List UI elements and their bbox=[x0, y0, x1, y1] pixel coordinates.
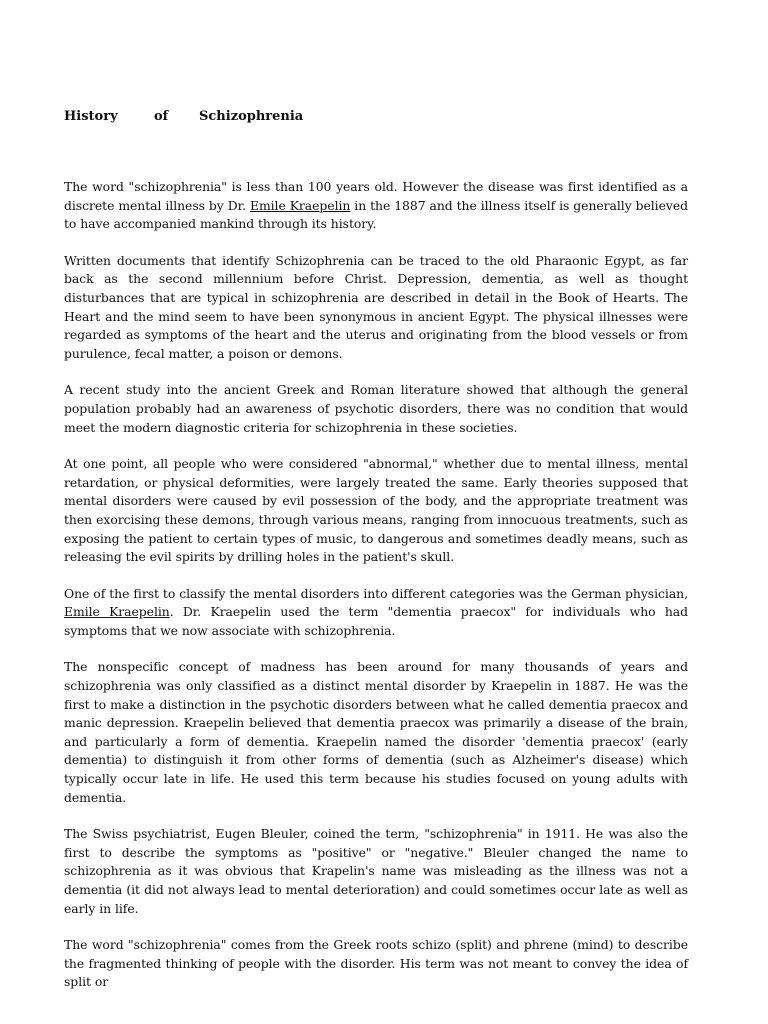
paragraph-8: The word "schizophrenia" comes from the Greek roots schizo (split) and phrene (mind) to describe the fragmented thinking of people with the disorder. His term was not meant to convey the idea of split or bbox=[64, 937, 688, 990]
title-word-of: of bbox=[154, 109, 169, 124]
title-word-history: History bbox=[64, 109, 118, 124]
page-title bbox=[64, 108, 688, 126]
title-word-schizophrenia: Schizophrenia bbox=[199, 109, 304, 124]
paragraph-1-text-b: in the 1887 and the illness itself is generally believed to have accompanied mankind through its history. bbox=[64, 197, 688, 232]
document-page bbox=[64, 108, 688, 1010]
paragraph-3: A recent study into the ancient Greek and Roman literature showed that although the general population probably had an awareness of psychotic disorders, there was no condition that would meet the modern diagnostic criteria for schizophrenia in these societies. bbox=[64, 382, 688, 435]
paragraph-4: At one point, all people who were considered "abnormal," whether due to mental illness, mental retardation, or physical deformities, were largely treated the same. Early theories supposed that mental disorders were caused by evil possession of the body, and the appropriate treatment was then exorcising these demons, through various means, ranging from innocuous treatments, such as exposing the patient to certain types of music, to dangerous and sometimes deadly means, such as releasing the evil spirits by drilling holes in the patient's skull. bbox=[64, 456, 688, 565]
paragraph-5 bbox=[64, 585, 688, 641]
paragraph-6: The nonspecific concept of madness has been around for many thousands of years and schizophrenia was only classified as a distinct mental disorder by Kraepelin in 1887. He was the first to make a distinction in the psychotic disorders between what he called dementia praecox and manic depression. Kraepelin believed that dementia praecox was primarily a disease of the brain, and particularly a form of dementia. Kraepelin named the disorder 'dementia praecox' (early dementia) to distinguish it from other forms of dementia (such as Alzheimer's disease) which typically occur late in life. He used this term because his studies focused on young adults with dementia. bbox=[64, 659, 688, 805]
paragraph-2: Written documents that identify Schizophrenia can be traced to the old Pharaonic Egypt, as far back as the second millennium before Christ. Depression, dementia, as well as thought disturbances that are typical in schizophrenia are described in detail in the Book of Hearts. The Heart and the mind seem to have been synonymous in ancient Egypt. The physical illnesses were regarded as symptoms of the heart and the uterus and originating from the blood vessels or from purulence, fecal matter, a poison or demons. bbox=[64, 252, 688, 361]
paragraph-5-text-a: One of the first to classify the mental disorders into different categories was the German physician, bbox=[64, 585, 688, 601]
paragraph-1 bbox=[64, 178, 688, 234]
paragraph-7: The Swiss psychiatrist, Eugen Bleuler, coined the term, "schizophrenia" in 1911. He was also the first to describe the symptoms as "positive" or "negative." Bleuler changed the name to schizophrenia as it was obvious that Krapelin's name was misleading as the illness was not a dementia (it did not always lead to mental deterioration) and could sometimes occur late as well as early in life. bbox=[64, 826, 688, 916]
paragraph-5-text-b: . Dr. Kraepelin used the term "dementia praecox" for individuals who had symptoms that we now associate with schizophrenia. bbox=[64, 604, 688, 638]
paragraph-1-text-a: The word "schizophrenia" is less than 100 years old. However the disease was first identified as a discrete mental illness by Dr. bbox=[64, 179, 688, 213]
emile-kraepelin-link-1[interactable]: Emile Kraepelin bbox=[249, 197, 351, 213]
emile-kraepelin-link-2[interactable]: Emile Kraepelin bbox=[64, 604, 170, 620]
